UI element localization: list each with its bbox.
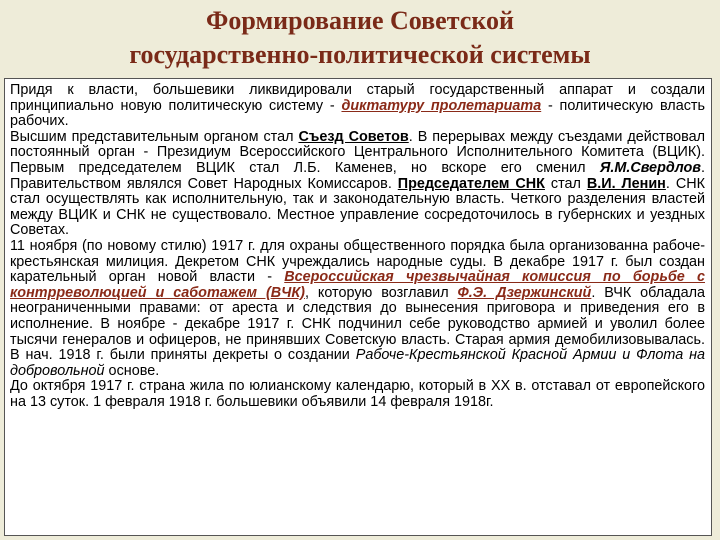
text-run: Придя к власти, большевики ликвидировали старый государственный аппарат и создали принципиально новую политическую систему - [10,82,705,114]
term-dictatorship: диктатуру пролетариата [341,97,542,114]
text-run: , которую возглавил [304,284,458,301]
body-text-box [4,78,712,536]
text-run: - политическую власть рабочих. [10,97,705,130]
text-run: 11 ноября (по новому стилю) 1917 г. для охраны общественного порядка была организованна рабоче-крестьянская милиция. Декретом СНК учреждались народные суды. В декабре 1917 г. был создан карательный орган новой власти - [10,237,705,286]
term-congress-of-soviets: Съезд Советов [298,128,409,145]
name-sverdlov: Я.М.Свердлов [599,159,701,176]
page-title [0,0,720,82]
term-red-army: Рабоче-Крестьянской Красной Армии и Флота на добровольной [10,347,705,379]
paragraph-calendar [10,379,705,410]
text-run: . В перерывах между съездами действовал постоянный орган - Президиум Всероссийского Центрального Исполнительного Комитета (ВЦИК). Первым председателем ВЦИК стал Л.Б. Каменев, но вскоре его сменил [10,128,705,176]
text-run: основе. [104,362,160,379]
name-lenin: В.И. Ленин [586,175,666,192]
title-line-1: Формирование Советской [206,6,514,35]
text-run: . Правительством являлся Совет Народных Комиссаров. [10,159,705,192]
paragraph-vchk [10,239,705,379]
text-run: . ВЧК обладала неограниченными правами: от ареста и следствия до вынесения приговора и приведения его в исполнение. В ноябре - декабре 1917 г. СНК подчинил себе руководство армией и уволил более тысячи генералов и офицеров, не принявших Советскую власть. Старая армия демобилизовывалась. В нач. 1918 г. были приняты декреты о создании [10,284,705,364]
text-run: . СНК стал осуществлять как исполнительную, так и законодательную власть. Четкого разделения властей между ВЦИК и СНК не существовало. Местное управление сосредоточилось в губернских и уездных Советах. [10,175,705,239]
text-run: стал [544,175,587,192]
paragraph-government [10,130,705,239]
text-run: Высшим представительным органом стал [10,128,299,145]
text-run: До октября 1917 г. страна жила по юлианскому календарю, который в XX в. отставал от европейского на 13 суток. 1 февраля 1918 г. большевики объявили 14 февраля 1918г. [10,378,705,410]
name-dzerzhinsky: Ф.Э. Дзержинский [457,284,592,301]
term-snk-chairman: Председателем СНК [397,175,545,192]
term-vchk: Всероссийская чрезвычайная комиссия по борьбе с контрреволюцией и саботажем (ВЧК) [10,269,705,301]
paragraph-dictatorship [10,83,705,130]
title-line-2: государственно-политической системы [129,40,591,69]
